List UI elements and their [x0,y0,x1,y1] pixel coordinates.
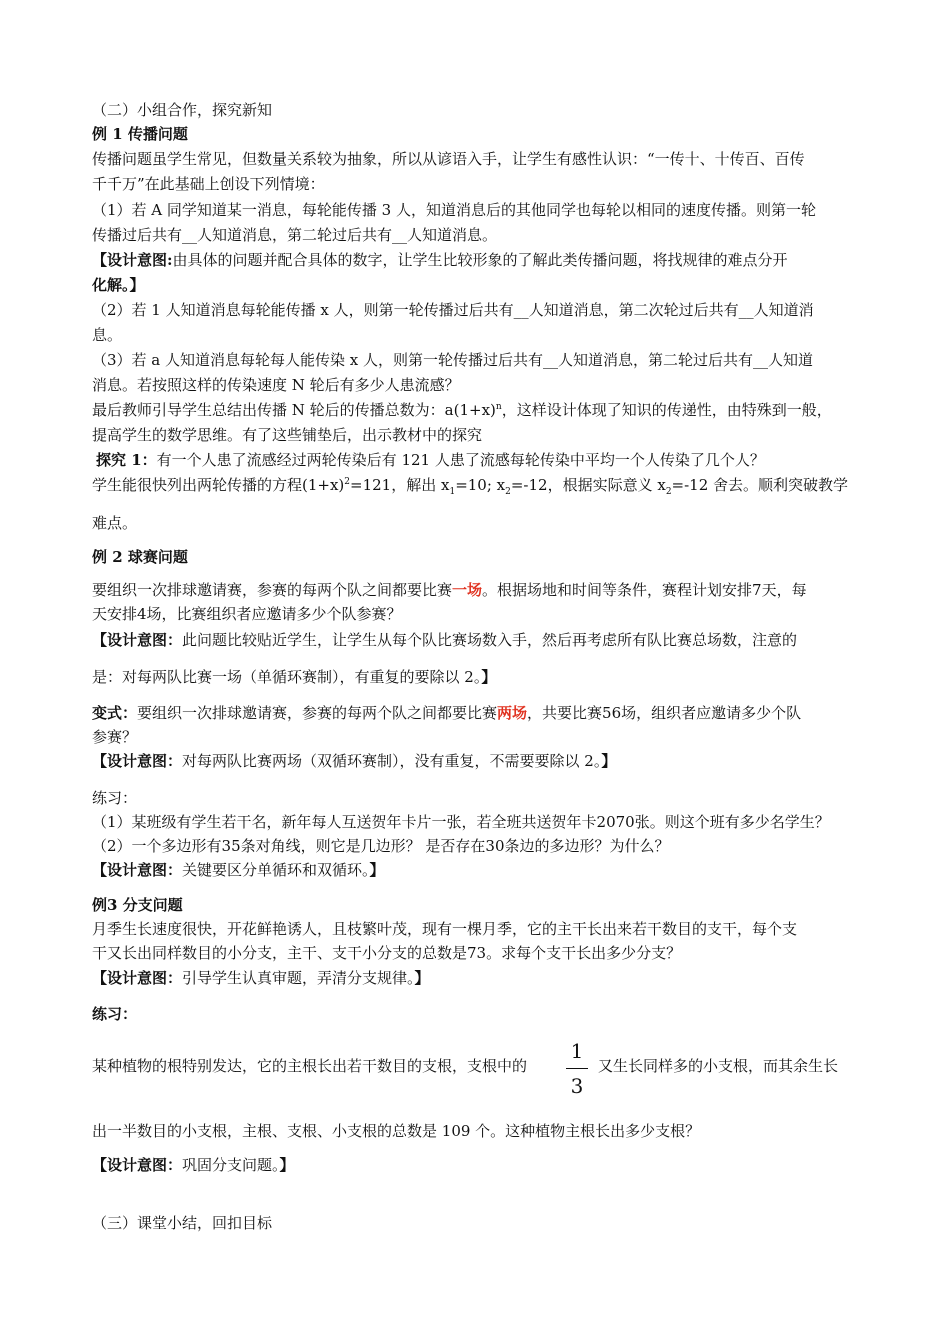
variant-highlight: 两场 [497,704,528,722]
ex2-highlight: 一场 [452,581,483,599]
design-intent-label: 【设计意图： [92,752,183,770]
ex3-plant-line-2: 出一半数目的小支根，主根、支根、小支根的总数是 109 个。这种植物主根长出多少支根？ [92,1122,701,1140]
solution-part: =121，解出 x [350,476,450,494]
solution-part: =-12，根据实际意义 x [510,476,666,494]
design-intent-text: 引导学生认真审题，弄清分支规律。 [182,969,415,987]
ex1-q3-line-2: 消息。若按照这样的传染速度 N 轮后有多少人患流感？ [92,376,460,394]
solution-part: =-12 舍去。顺利突破教学 [671,476,849,494]
ex2-text: 要组织一次排球邀请赛，参赛的每两个队之间都要比赛 [92,581,453,599]
ex1-q1-line-2: 传播过后共有__人知道消息，第二轮过后共有__人知道消息。 [92,226,498,244]
design-intent-text: 此问题比较贴近学生，让学生从每个队比赛场数入手，然后再考虑所有队比赛总场数，注意的 [182,631,798,649]
ex1-solution-line-1 [92,474,862,497]
ex2-text: 。根据场地和时间等条件，赛程计划安排7天，每 [482,581,807,599]
ex2-practice-heading: 练习： [92,789,138,807]
ex3-plant-line-1-b: 又生长同样多的小支根，而其余生长 [598,1057,839,1075]
ex1-q3-line-1: （3）若 a 人知道消息每轮每人能传染 x 人，则第一轮传播过后共有__人知道消息，第二轮过后共有__人知道 [92,351,814,369]
ex1-summary-line-2: 提高学生的数学思维。有了这些铺垫后，出示教材中的探究 [92,426,483,444]
fraction-denominator: 3 [570,1074,584,1098]
design-intent-text: 巩固分支问题。 [182,1156,280,1174]
example-3-title: 例3 分支问题 [92,896,183,914]
ex2-problem-line-2: 天安排4场，比赛组织者应邀请多少个队参赛？ [92,605,402,623]
explore-label: 探究 1： [96,451,157,469]
solution-subscript: 2 [505,487,511,497]
design-intent-label: 【设计意图： [92,1156,183,1174]
ex3-practice-heading: 练习： [92,1005,138,1023]
ex3-practice-design-intent [92,1154,862,1177]
fraction-bar [566,1068,588,1069]
example-1-title: 例 1 传播问题 [92,125,188,143]
ex2-problem-line-1 [92,579,862,602]
ex1-intro-line-2: 千千万”在此基础上创设下列情境： [92,175,325,193]
ex2-practice-design-intent [92,859,862,882]
variant-label: 变式： [92,704,138,722]
design-intent-label: 【设计意图： [92,861,183,879]
ex2-variant-design-intent [92,750,862,773]
ex2-variant-line-1 [92,702,862,725]
ex2-design-intent [92,629,862,652]
design-intent-label: 【设计意图： [92,631,183,649]
ex3-plant-line-1-a: 某种植物的根特别发达，它的主根长出若干数目的支根，支根中的 [92,1057,528,1075]
design-intent-text: 对每两队比赛两场（双循环赛制），没有重复，不需要要除以 2。 [182,752,602,770]
design-intent-end: 】 [369,861,385,879]
fraction-numerator: 1 [570,1039,584,1063]
ex1-q2-line-2: 息。 [92,326,123,344]
design-intent-end: 】 [601,752,617,770]
ex2-practice-1: （1）某班级有学生若干名，新年每人互送贺年卡片一张，若全班共送贺年卡2070张。则这个班有多少名学生？ [92,813,830,831]
solution-subscript: 2 [665,487,672,497]
ex3-problem-line-1: 月季生长速度很快，开花鲜艳诱人，且枝繁叶茂，现有一棵月季，它的主干长出来若干数目的支干，每个支 [92,920,798,938]
ex1-design-intent [92,249,862,272]
solution-part: 学生能很快列出两轮传播的方程(1+x) [92,476,345,494]
variant-text: ，共要比赛56场，组织者应邀请多少个队 [527,704,802,722]
ex1-solution-line-2: 难点。 [92,514,138,532]
design-intent-end: 】 [481,668,497,686]
explore-text: 有一个人患了流感经过两轮传染后有 121 人患了流感每轮传染中平均一个人传染了几个人？ [156,451,765,469]
summary-exponent: n [495,402,502,412]
variant-text: 要组织一次排球邀请赛，参赛的每两个队之间都要比赛 [137,704,498,722]
design-intent-label: 【设计意图： [92,969,183,987]
ex2-design-intent-line-2 [92,666,862,689]
example-2-title: 例 2 球赛问题 [92,548,188,566]
design-intent-end: 】 [414,969,430,987]
ex1-intro-line-1: 传播问题虽学生常见，但数量关系较为抽象，所以从谚语入手，让学生有感性认识：“一传十、十传百、百传 [92,150,805,168]
solution-exponent: 2 [344,477,351,487]
design-intent-text: 是：对每两队比赛一场（单循环赛制），有重复的要除以 2。 [92,668,482,686]
design-intent-label: 【设计意图: [92,251,173,269]
ex1-q2-line-1: （2）若 1 人知道消息每轮能传播 x 人，则第一轮传播过后共有__人知道消息，第二次轮过后共有__人知道消 [92,301,814,319]
fraction-one-third [566,1038,588,1099]
ex1-summary-line-1 [92,399,862,422]
summary-text-rest: ，这样设计体现了知识的传递性，由特殊到一般， [501,401,832,419]
explore-1 [96,449,866,472]
ex1-design-intent-end: 化解。】 [92,276,145,294]
section-heading-3: （三）课堂小结，回扣目标 [92,1214,273,1232]
design-intent-text: 关键要区分单循环和双循环。 [182,861,370,879]
ex2-practice-2: （2）一个多边形有35条对角线，则它是几边形？ 是否存在30条边的多边形？为什么？ [92,837,670,855]
design-intent-text: 由具体的问题并配合具体的数字，让学生比较形象的了解此类传播问题，将找规律的难点分开 [172,251,788,269]
ex3-problem-line-2: 干又长出同样数目的小分支，主干、支干小分支的总数是73。求每个支干长出多少分支？ [92,944,682,962]
design-intent-end: 】 [279,1156,295,1174]
solution-subscript: 1 [449,487,456,497]
section-heading-2: （二）小组合作，探究新知 [92,101,273,119]
solution-part: =10; x [455,476,506,494]
ex2-variant-line-2: 参赛？ [92,728,138,746]
ex1-q1-line-1: （1）若 A 同学知道某一消息，每轮能传播 3 人，知道消息后的其他同学也每轮以相同的速度传播。则第一轮 [92,201,816,219]
summary-formula-text: 最后教师引导学生总结出传播 N 轮后的传播总数为：a(1+x) [92,401,496,419]
ex3-design-intent [92,967,862,990]
